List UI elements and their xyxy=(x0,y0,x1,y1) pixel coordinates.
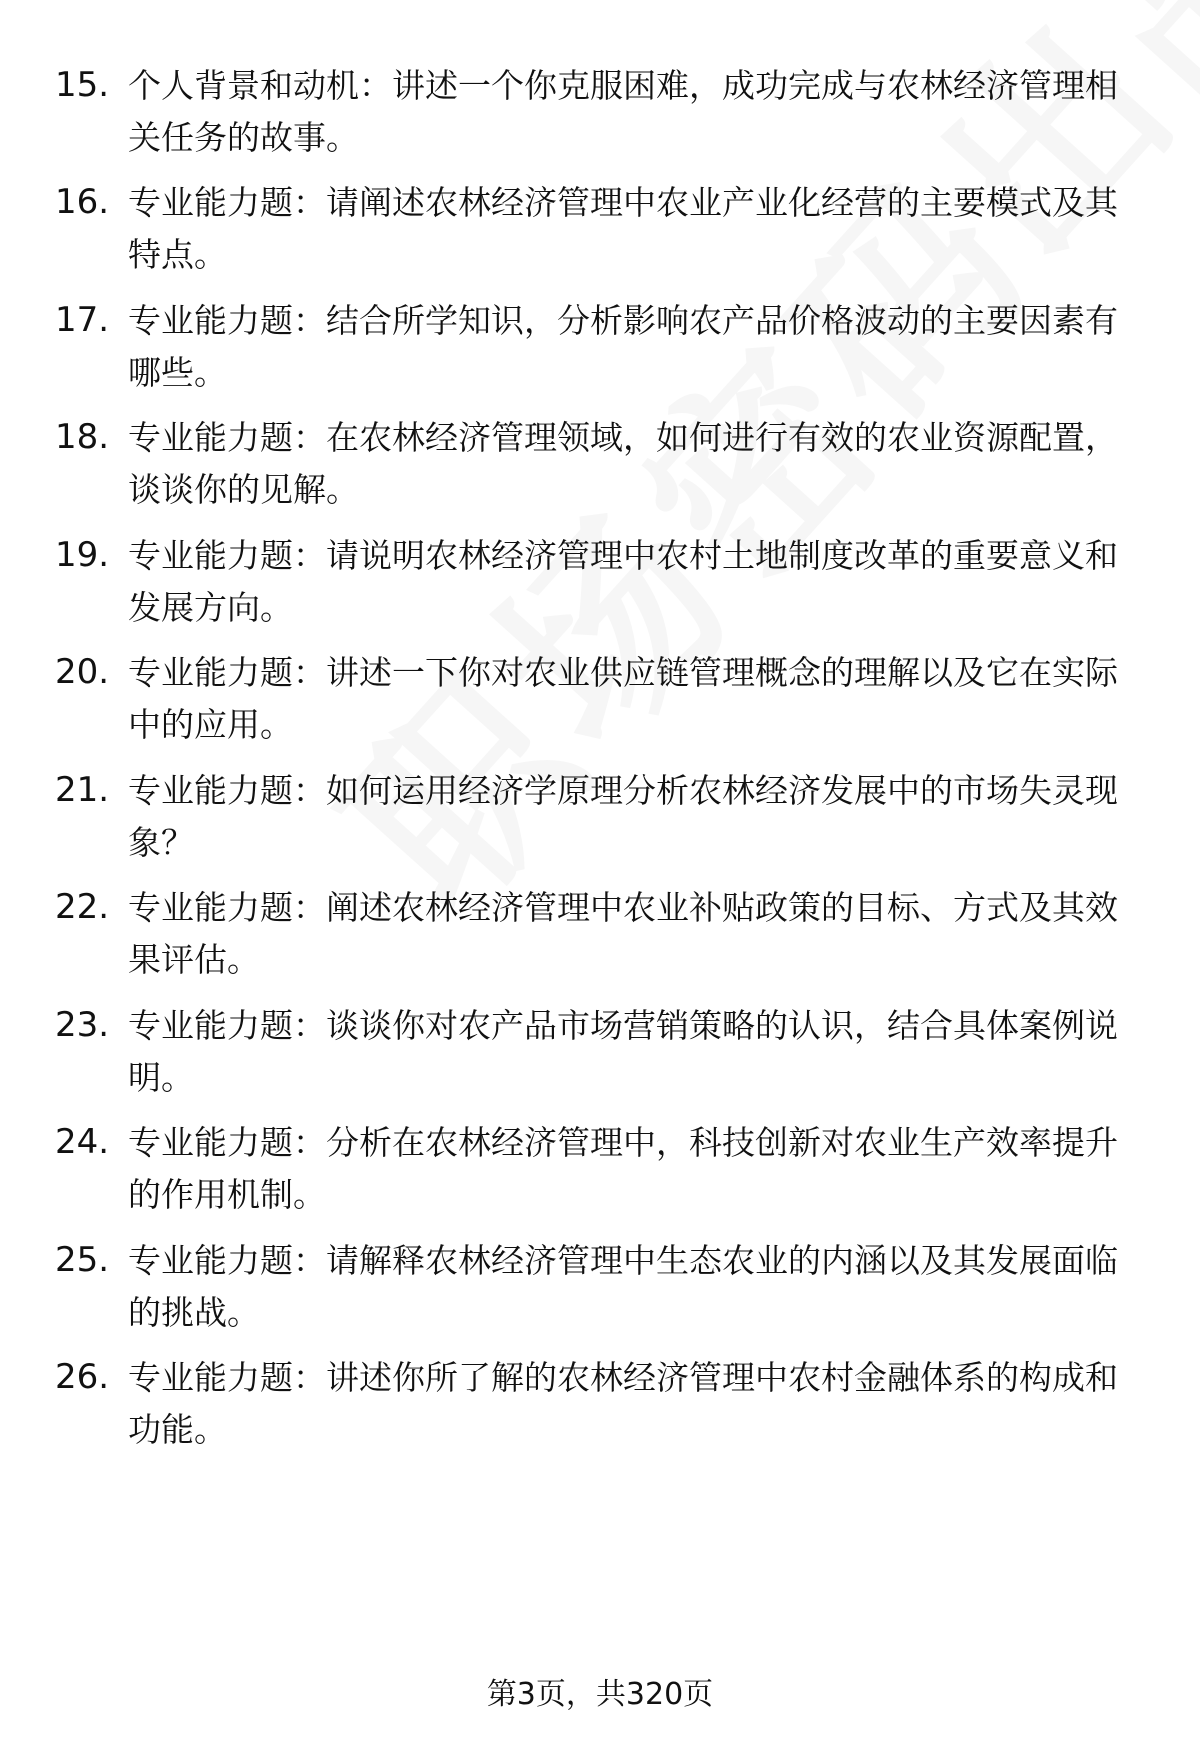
item-text: 专业能力题：请阐述农林经济管理中农业产业化经营的主要模式及其特点。 xyxy=(128,183,1118,274)
list-item xyxy=(0,60,1200,170)
item-number: 26. xyxy=(55,1357,110,1397)
list-item xyxy=(0,295,1200,405)
item-number: 16. xyxy=(55,182,110,222)
list-item xyxy=(0,177,1200,287)
item-number: 24. xyxy=(55,1122,110,1162)
item-number: 18. xyxy=(55,417,110,457)
item-text: 专业能力题：请解释农林经济管理中生态农业的内涵以及其发展面临的挑战。 xyxy=(128,1241,1118,1332)
list-item xyxy=(0,1117,1200,1227)
list-item xyxy=(0,1352,1200,1462)
item-text: 专业能力题：讲述一下你对农业供应链管理概念的理解以及它在实际中的应用。 xyxy=(128,653,1118,744)
item-number: 15. xyxy=(55,65,110,105)
item-number: 23. xyxy=(55,1005,110,1045)
item-text: 专业能力题：讲述你所了解的农林经济管理中农村金融体系的构成和功能。 xyxy=(128,1358,1118,1449)
item-text: 专业能力题：请说明农林经济管理中农村土地制度改革的重要意义和发展方向。 xyxy=(128,536,1118,627)
item-number: 21. xyxy=(55,770,110,810)
list-item xyxy=(0,882,1200,992)
item-text: 专业能力题：在农林经济管理领域，如何进行有效的农业资源配置，谈谈你的见解。 xyxy=(128,418,1118,509)
list-item xyxy=(0,647,1200,757)
list-item xyxy=(0,1000,1200,1110)
item-text: 专业能力题：如何运用经济学原理分析农林经济发展中的市场失灵现象？ xyxy=(128,771,1118,862)
list-item xyxy=(0,1235,1200,1345)
item-text: 专业能力题：结合所学知识，分析影响农产品价格波动的主要因素有哪些。 xyxy=(128,301,1118,392)
item-number: 19. xyxy=(55,535,110,575)
item-number: 22. xyxy=(55,887,110,927)
item-text: 专业能力题：谈谈你对农产品市场营销策略的认识，结合具体案例说明。 xyxy=(128,1006,1118,1097)
list-item xyxy=(0,412,1200,522)
item-number: 17. xyxy=(55,300,110,340)
item-text: 专业能力题：分析在农林经济管理中，科技创新对农业生产效率提升的作用机制。 xyxy=(128,1123,1118,1214)
item-number: 25. xyxy=(55,1240,110,1280)
item-text: 专业能力题：阐述农林经济管理中农业补贴政策的目标、方式及其效果评估。 xyxy=(128,888,1118,979)
page-footer: 第3页，共320页 xyxy=(486,1677,714,1712)
item-text: 个人背景和动机：讲述一个你克服困难，成功完成与农林经济管理相关任务的故事。 xyxy=(128,66,1118,157)
list-item xyxy=(0,765,1200,875)
list-item xyxy=(0,530,1200,640)
item-number: 20. xyxy=(55,652,110,692)
